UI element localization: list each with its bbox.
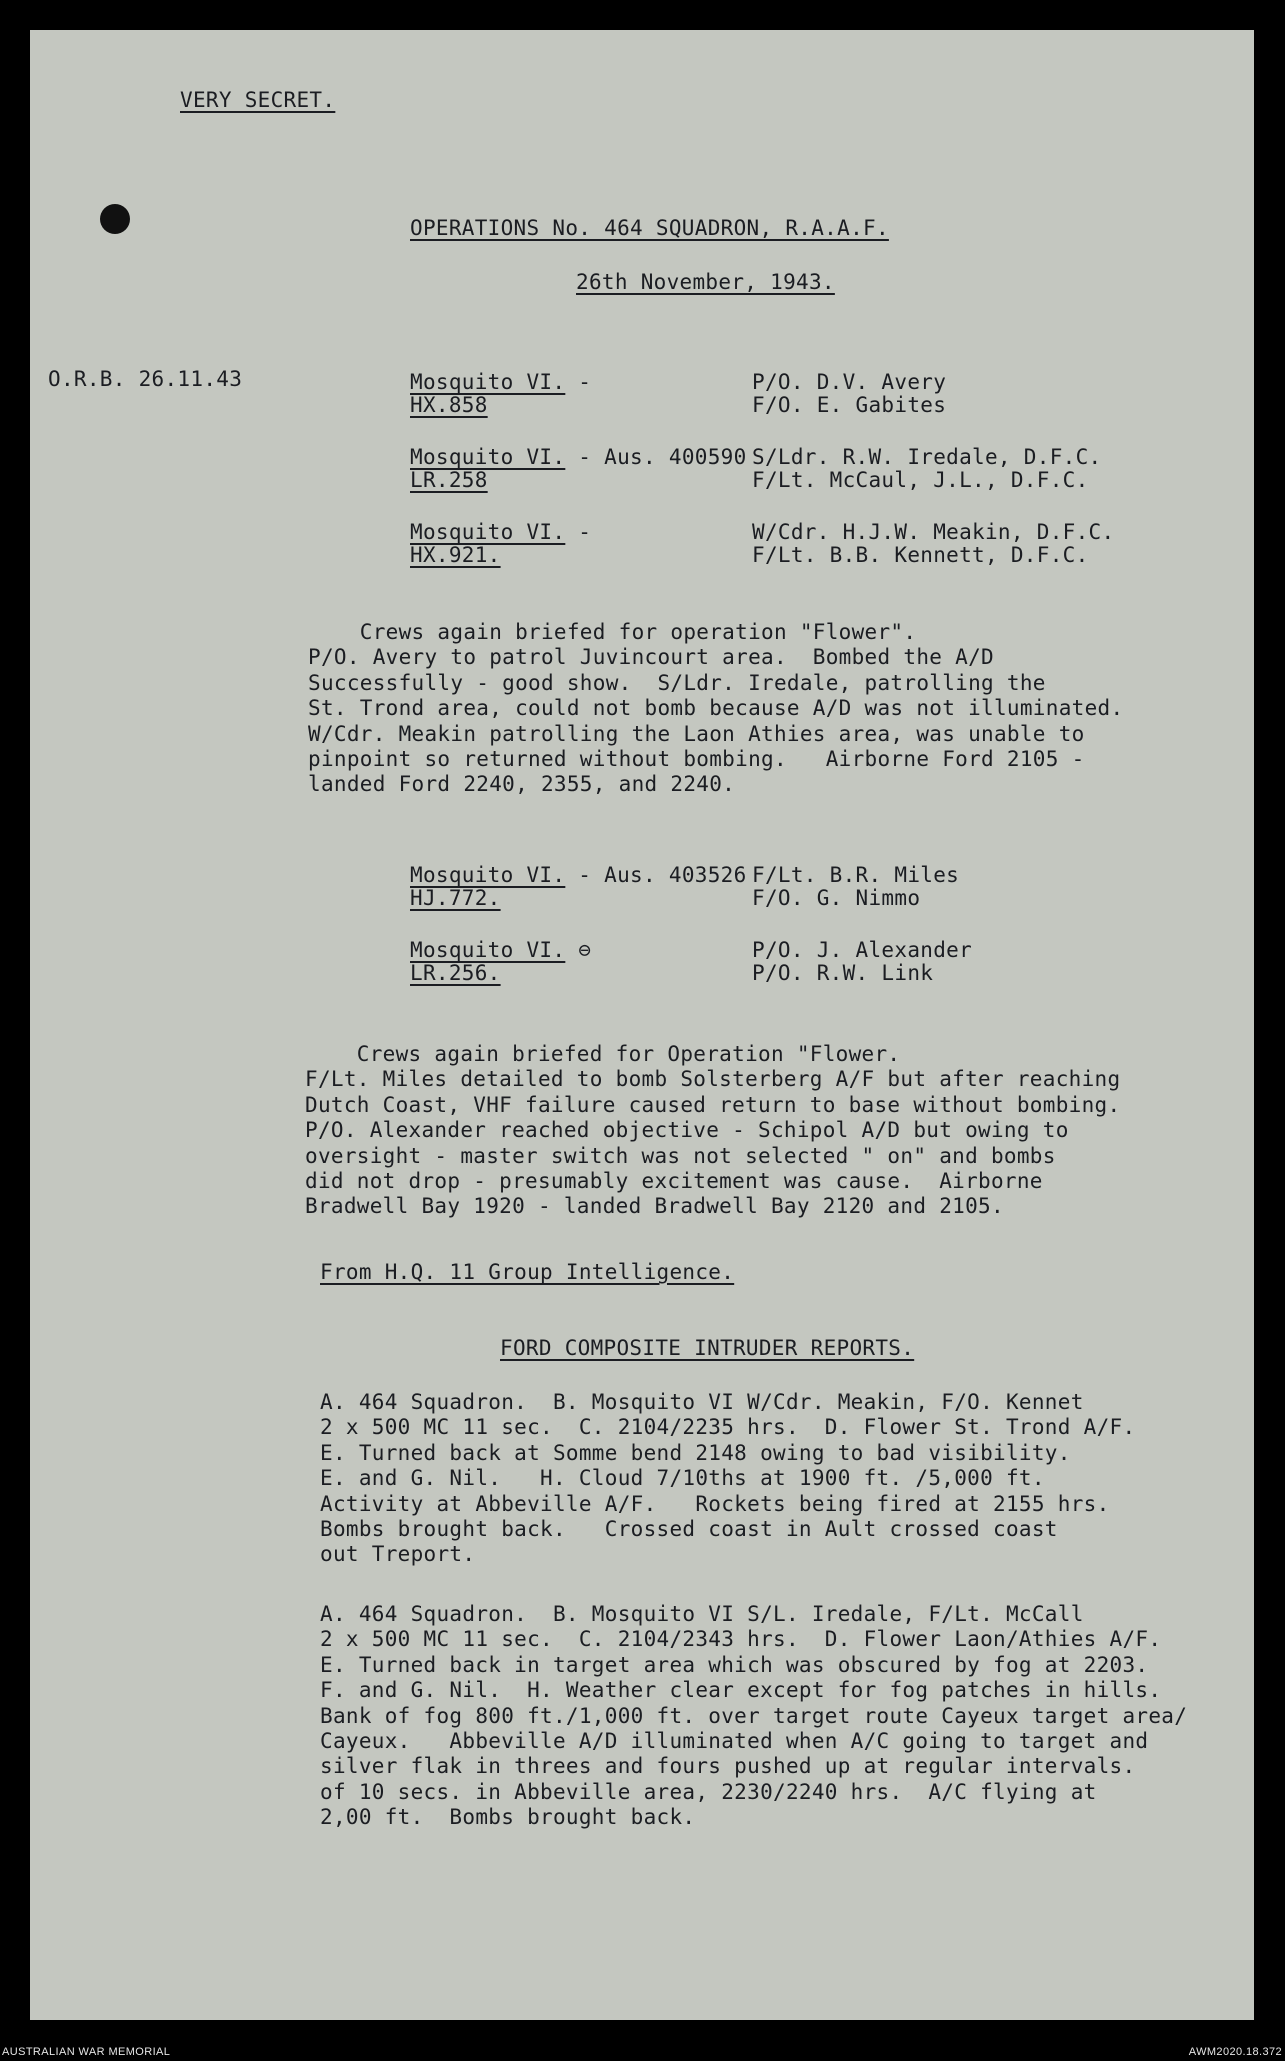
- sortie-aircraft-type: Mosquito VI.: [410, 938, 566, 962]
- narrative-line: pinpoint so returned without bombing. Airborne Ford 2105 -: [308, 747, 1085, 771]
- narrative-line: F/Lt. Miles detailed to bomb Solsterberg A/F but after reaching: [305, 1067, 1121, 1091]
- report-line: silver flak in threes and fours pushed up at regular intervals.: [320, 1754, 1136, 1778]
- report-line: out Treport.: [320, 1542, 476, 1566]
- sortie-crew-pilot: S/Ldr. R.W. Iredale, D.F.C.: [752, 445, 1102, 469]
- narrative-line: Crews again briefed for operation "Flower".: [308, 620, 917, 644]
- sortie-aircraft-type: Mosquito VI.: [410, 445, 566, 469]
- reports-heading: FORD COMPOSITE INTRUDER REPORTS.: [500, 1336, 915, 1360]
- report-line: A. 464 Squadron. B. Mosquito VI W/Cdr. Meakin, F/O. Kennet: [320, 1390, 1084, 1414]
- narrative-line: Dutch Coast, VHF failure caused return to base without bombing.: [305, 1093, 1121, 1117]
- report-line: Bombs brought back. Crossed coast in Ault crossed coast: [320, 1517, 1058, 1541]
- narrative-line: St. Trond area, could not bomb because A/D was not illuminated.: [308, 696, 1124, 720]
- sortie-crew-pilot: F/Lt. B.R. Miles: [752, 863, 960, 887]
- sortie-crew-navigator: F/O. E. Gabites: [752, 393, 947, 417]
- narrative-line: oversight - master switch was not selected " on" and bombs: [305, 1144, 1056, 1168]
- sortie-crew-navigator: F/Lt. McCaul, J.L., D.F.C.: [752, 468, 1089, 492]
- report-line: F. and G. Nil. H. Weather clear except for fog patches in hills.: [320, 1678, 1162, 1702]
- footer-institution: AUSTRALIAN WAR MEMORIAL: [2, 2046, 171, 2058]
- report-line: of 10 secs. in Abbeville area, 2230/2240 hrs. A/C flying at: [320, 1780, 1097, 1804]
- sortie-crew-navigator: F/Lt. B.B. Kennett, D.F.C.: [752, 543, 1089, 567]
- sortie-aircraft-type: Mosquito VI.: [410, 863, 566, 887]
- sortie-serial: HX.921.: [410, 543, 501, 567]
- report-line: E. Turned back in target area which was obscured by fog at 2203.: [320, 1653, 1149, 1677]
- report-line: A. 464 Squadron. B. Mosquito VI S/L. Iredale, F/Lt. McCall: [320, 1602, 1084, 1626]
- report-line: 2 x 500 MC 11 sec. C. 2104/2343 hrs. D. Flower Laon/Athies A/F.: [320, 1627, 1162, 1651]
- orb-reference: O.R.B. 26.11.43: [48, 367, 243, 391]
- sortie-aircraft-suffix: -: [565, 520, 592, 544]
- sortie-aircraft-type: Mosquito VI.: [410, 370, 566, 394]
- classification-marking: VERY SECRET.: [180, 88, 336, 112]
- report-date: 26th November, 1943.: [576, 270, 835, 294]
- sortie-crew-navigator: P/O. R.W. Link: [752, 961, 934, 985]
- sortie-aircraft-suffix: - Aus. 403526: [565, 863, 747, 887]
- intelligence-source-heading: From H.Q. 11 Group Intelligence.: [320, 1260, 735, 1284]
- sortie-crew-pilot: P/O. J. Alexander: [752, 938, 973, 962]
- sortie-aircraft: [410, 863, 747, 887]
- sortie-aircraft: [410, 445, 747, 469]
- sortie-serial: HX.858: [410, 393, 488, 417]
- report-line: E. and G. Nil. H. Cloud 7/10ths at 1900 ft. /5,000 ft.: [320, 1466, 1045, 1490]
- narrative-line: Bradwell Bay 1920 - landed Bradwell Bay 2120 and 2105.: [305, 1194, 1004, 1218]
- narrative-line: W/Cdr. Meakin patrolling the Laon Athies area, was unable to: [308, 722, 1085, 746]
- sortie-aircraft-type: Mosquito VI.: [410, 520, 566, 544]
- narrative-line: P/O. Avery to patrol Juvincourt area. Bombed the A/D: [308, 645, 994, 669]
- sortie-serial: LR.258: [410, 468, 488, 492]
- page-title: OPERATIONS No. 464 SQUADRON, R.A.A.F.: [410, 216, 889, 240]
- report-line: 2 x 500 MC 11 sec. C. 2104/2235 hrs. D. Flower St. Trond A/F.: [320, 1415, 1136, 1439]
- narrative-line: Successfully - good show. S/Ldr. Iredale, patrolling the: [308, 671, 1046, 695]
- punch-hole: [100, 204, 130, 234]
- sortie-crew-pilot: W/Cdr. H.J.W. Meakin, D.F.C.: [752, 520, 1115, 544]
- sortie-serial: HJ.772.: [410, 886, 501, 910]
- narrative-line: P/O. Alexander reached objective - Schipol A/D but owing to: [305, 1118, 1069, 1142]
- sortie-aircraft-suffix: - Aus. 400590: [565, 445, 747, 469]
- sortie-serial: LR.256.: [410, 961, 501, 985]
- narrative-line: Crews again briefed for Operation "Flower.: [305, 1042, 901, 1066]
- narrative-line: landed Ford 2240, 2355, and 2240.: [308, 772, 736, 796]
- sortie-aircraft: [410, 520, 591, 544]
- report-line: E. Turned back at Somme bend 2148 owing to bad visibility.: [320, 1441, 1071, 1465]
- report-line: 2,00 ft. Bombs brought back.: [320, 1805, 696, 1829]
- document-page: [30, 30, 1254, 2020]
- sortie-aircraft: [410, 370, 591, 394]
- sortie-crew-navigator: F/O. G. Nimmo: [752, 886, 921, 910]
- footer-accession-number: AWM2020.18.372: [1188, 2046, 1282, 2058]
- narrative-line: did not drop - presumably excitement was cause. Airborne: [305, 1169, 1043, 1193]
- sortie-aircraft-suffix: -: [565, 370, 592, 394]
- sortie-crew-pilot: P/O. D.V. Avery: [752, 370, 947, 394]
- report-line: Activity at Abbeville A/F. Rockets being fired at 2155 hrs.: [320, 1492, 1110, 1516]
- report-line: Cayeux. Abbeville A/D illuminated when A/C going to target and: [320, 1729, 1149, 1753]
- sortie-aircraft-suffix: ⊖: [565, 938, 592, 962]
- sortie-aircraft: [410, 938, 591, 962]
- report-line: Bank of fog 800 ft./1,000 ft. over target route Cayeux target area/: [320, 1704, 1188, 1728]
